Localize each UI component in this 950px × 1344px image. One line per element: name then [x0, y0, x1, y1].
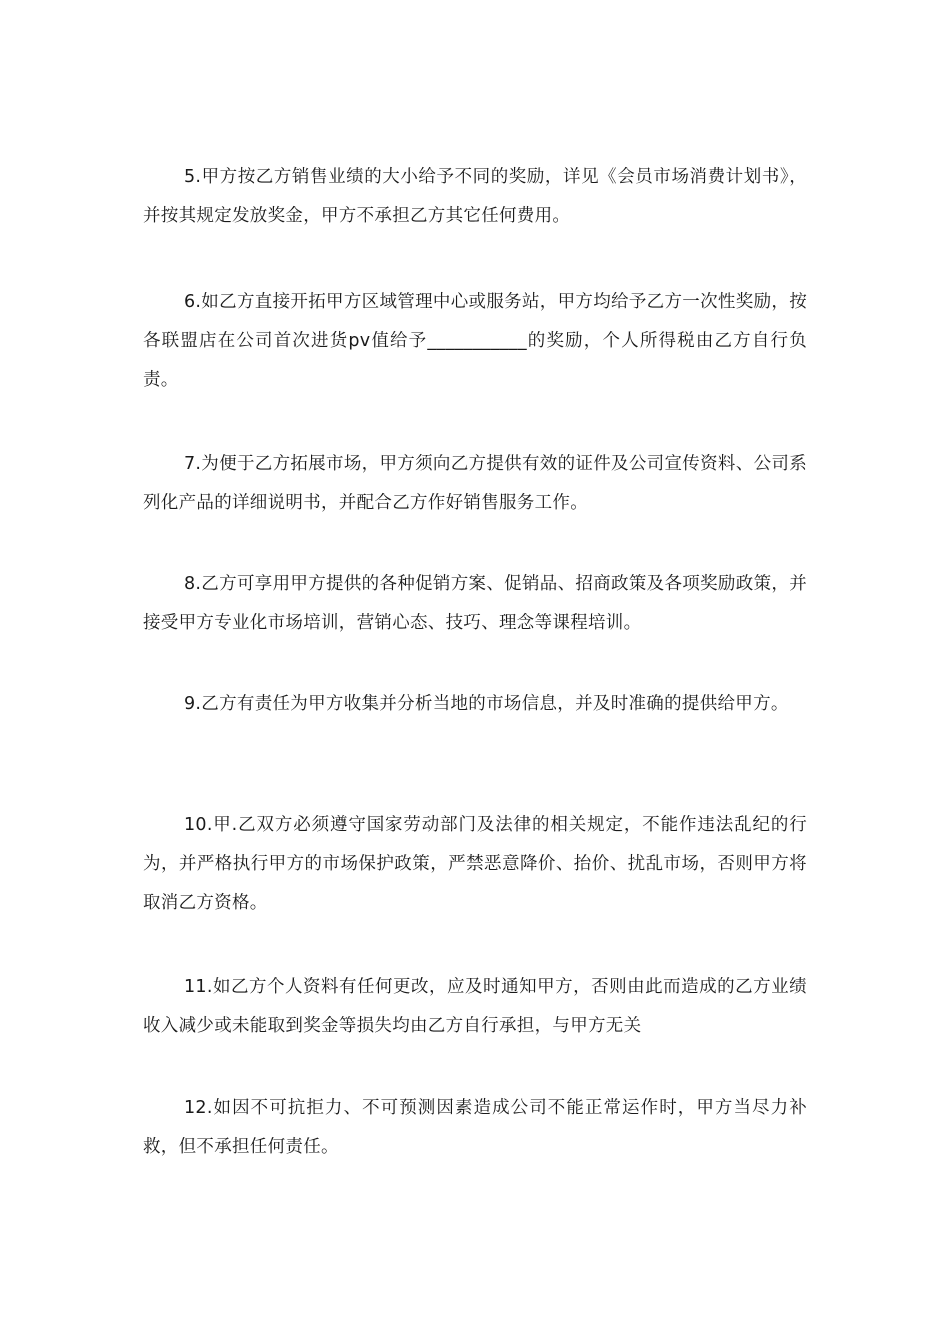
- clause-10: 10.甲.乙双方必须遵守国家劳动部门及法律的相关规定，不能作违法乱纪的行为，并严格执行甲方的市场保护政策，严禁恶意降价、抬价、扰乱市场，否则甲方将取消乙方资格。: [143, 815, 807, 913]
- clause-5: 5.甲方按乙方销售业绩的大小给予不同的奖励，详见《会员市场消费计划书》，并按其规定发放奖金，甲方不承担乙方其它任何费用。: [143, 167, 807, 226]
- clause-7: 7.为便于乙方拓展市场，甲方须向乙方提供有效的证件及公司宣传资料、公司系列化产品的详细说明书，并配合乙方作好销售服务工作。: [143, 454, 807, 513]
- clause-8: 8.乙方可享用甲方提供的各种促销方案、促销品、招商政策及各项奖励政策，并接受甲方专业化市场培训，营销心态、技巧、理念等课程培训。: [143, 574, 807, 633]
- clause-11: 11.如乙方个人资料有任何更改，应及时通知甲方，否则由此而造成的乙方业绩收入减少或未能取到奖金等损失均由乙方自行承担，与甲方无关: [143, 977, 807, 1036]
- clause-9: 9.乙方有责任为甲方收集并分析当地的市场信息，并及时准确的提供给甲方。: [184, 694, 789, 714]
- clause-6: 6.如乙方直接开拓甲方区域管理中心或服务站，甲方均给予乙方一次性奖励，按各联盟店在公司首次进货pv值给予___________的奖励，个人所得税由乙方自行负责。: [143, 292, 807, 390]
- clause-12: 12.如因不可抗拒力、不可预测因素造成公司不能正常运作时，甲方当尽力补救，但不承担任何责任。: [143, 1098, 807, 1157]
